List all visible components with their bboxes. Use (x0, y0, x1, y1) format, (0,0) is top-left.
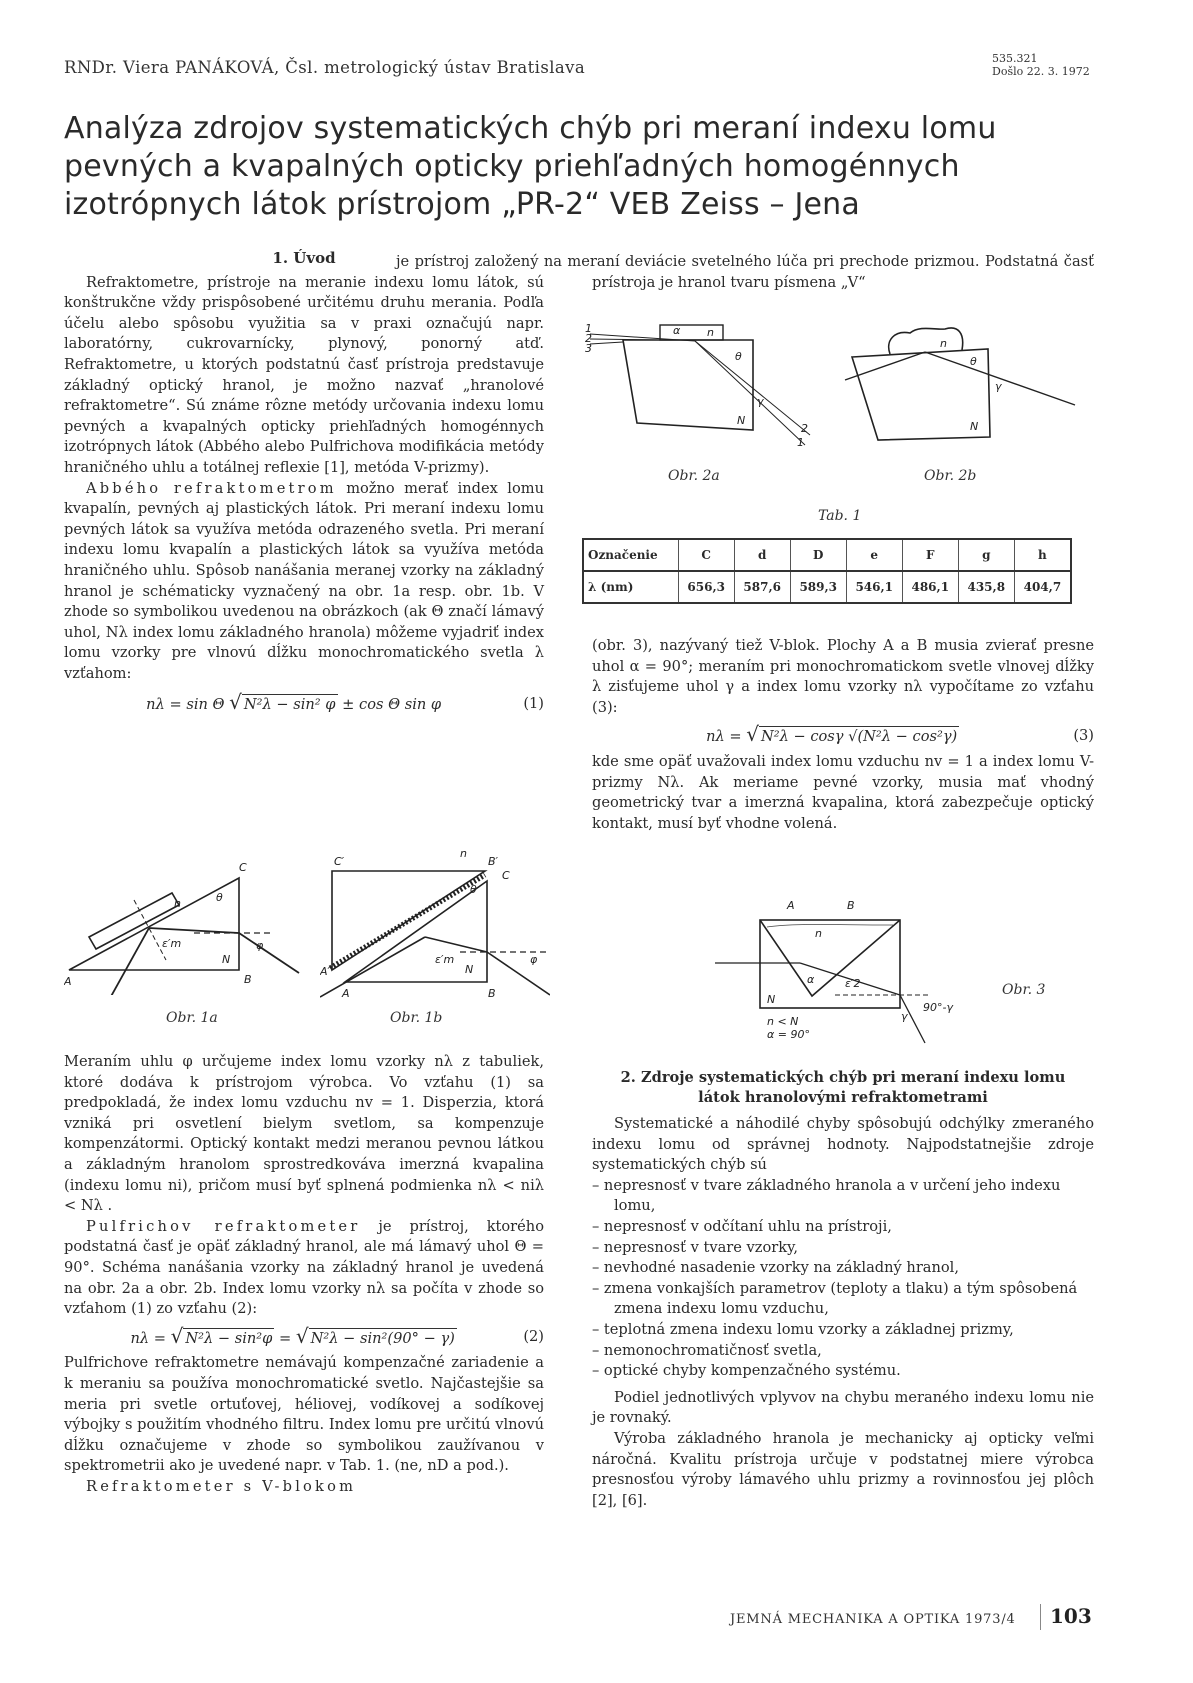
exit-ray (239, 933, 299, 973)
figure-1b-caption: Obr. 1b (390, 1010, 443, 1026)
svg-text:C: C (502, 869, 510, 882)
svg-text:90°-γ: 90°-γ (923, 1001, 953, 1014)
table-row-header: λ (nm) (583, 571, 678, 603)
svg-text:A: A (342, 987, 350, 1000)
svg-text:γ: γ (995, 380, 1002, 393)
equation-2: nλ = √ N²λ − sin²φ = √ N²λ − sin²(90° − γ) (2) (130, 1323, 544, 1348)
paragraph-phi: Meraním uhlu φ určujeme index lomu vzorky nλ z tabuliek, ktoré dodáva k prístrojom výrobca. Vo vzťahu (1) sa predpokladá, že index lomu vzduchu nv = 1. Disperzia, ktorá vzniká pri osvetlení bielym svetlom, sa kompenzuje kompenzátormi. Optický kontakt medzi meranou pevnou látkou a základným hranolom sprostredkováva imerzná kvapalina (indexu lomu ni), pričom musí byť splnená podmienka nλ < niλ < Nλ . (64, 1053, 544, 1215)
svg-text:φ: φ (530, 953, 538, 966)
sqrt-icon: √ (746, 722, 759, 747)
udc-code: 535.321 (992, 52, 1038, 65)
right-column-bottom (592, 1068, 1094, 1511)
prism-triangle (69, 878, 239, 970)
pulfrich-lead: Pulfrichov refraktometer (86, 1217, 361, 1235)
list-item: – nepresnosť v tvare základného hranola a v určení jeho indexu lomu, (592, 1176, 1061, 1215)
svg-text:A: A (787, 899, 795, 912)
table-1-caption: Tab. 1 (818, 508, 862, 524)
refracted-ray (149, 928, 239, 933)
equation-1: nλ = sin Θ √ N²λ − sin² φ ± cos Θ sin φ (1) (146, 690, 544, 715)
svg-text:γ: γ (757, 395, 764, 408)
svg-text:N: N (737, 414, 746, 427)
received-date: Došlo 22. 3. 1972 (992, 65, 1090, 78)
error-sources-list (592, 1176, 1094, 1382)
svg-text:B′: B′ (488, 855, 499, 868)
section-1-heading: 1. Úvod (272, 249, 336, 267)
journal-footer: JEMNÁ MECHANIKA A OPTIKA 1973/4 (730, 1612, 1016, 1627)
figure-1a (64, 845, 304, 995)
paragraph-pulfrich-light: Pulfrichove refraktometre nemávajú kompenzačné zariadenie a k meraniu sa používa monochromatické svetlo. Najčastejšie sa meria pri svetle ortuťovej, héliovej, vodíkovej a sodíkovej výbojky s použitím vhodného filtru. Index lomu pre určitú vlnovú dĺžku označujeme v zhode so symbolikou zaužívanou v spektrometrii ako je uvedené napr. v Tab. 1. (ne, nD a pod.). (64, 1354, 544, 1475)
equation-number: (2) (523, 1328, 544, 1346)
figure-3-caption: Obr. 3 (1002, 982, 1046, 998)
exit-ray (925, 352, 1075, 405)
sample-blob (889, 328, 963, 354)
article-meta (992, 52, 1090, 78)
figure-1a-diagram (64, 845, 304, 995)
sqrt-icon: √ (229, 690, 242, 715)
svg-text:n: n (815, 927, 822, 940)
svg-text:n: n (174, 897, 181, 910)
svg-text:C: C (239, 861, 247, 874)
exit-ray (487, 952, 550, 995)
paragraph-vblock-desc: (obr. 3), nazývaný tiež V-blok. Plochy A a B musia zvierať presne uhol α = 90°; meraním pri monochromatickom svetle vlnovej dĺžky λ zisťujeme uhol γ a index lomu vzorky nλ vypočítame zo vzťahu (3): (592, 637, 1094, 716)
svg-text:n: n (940, 337, 947, 350)
footer-divider (1040, 1604, 1041, 1630)
page-number: 103 (1050, 1604, 1092, 1628)
svg-text:A′: A′ (320, 965, 331, 978)
svg-text:N: N (767, 993, 776, 1006)
svg-text:A: A (64, 975, 72, 988)
svg-text:α = 90°: α = 90° (767, 1028, 810, 1041)
figure-2a-diagram (585, 320, 815, 455)
svg-text:ε′m: ε′m (435, 953, 455, 966)
equation-number: (1) (523, 694, 544, 712)
svg-text:γ: γ (901, 1010, 908, 1023)
table-row: λ (nm) 656,3 587,6 589,3 546,1 486,1 435,8 404,7 (583, 571, 1071, 603)
paragraph-air-index: kde sme opäť uvažovali index lomu vzduchu nv = 1 a index lomu V-prizmy Nλ. Ak meriame pevné vzorky, musia mať vhodný geometrický tvar a imerzná kvapalina, ktorá zabezpečuje optický kontakt, musí byť vhodne volená. (592, 752, 1094, 832)
sqrt-icon: √ (295, 1323, 309, 1348)
v-groove (760, 920, 900, 996)
table-1 (582, 538, 1072, 604)
paragraph-vblock-cont: je prístroj založený na meraní deviácie svetelného lúča pri prechode prizmou. Podstatná časť prístroja je hranol tvaru písmena „V“ (396, 253, 1094, 291)
paragraph-intro: Refraktometre, prístroje na meranie indexu lomu látok, sú konštrukčne vždy prispôsobené určitému druhu merania. Podľa účelu alebo spôsobu využitia sa v praxi označujú napr. laboratórny, cukrovarnícky, plynový, ponorný atď. Refraktometre, u ktorých podstatnú časť prístroja predstavuje základný optický hranol, je možno nazvať „hranolové refraktometre“. Sú známe rôzne metódy určovania indexu lomu pevných a kvapalných opticky priehľadných homogénnych izotrópnych látok (Abbého alebo Pulfrichova modifikácia metódy hraničného uhlu a totálnej reflexie [1], metóda V-prizmy). (64, 273, 544, 476)
list-item: – nepresnosť v odčítaní uhlu na prístroji, (592, 1217, 892, 1235)
article-title: Analýza zdrojov systematických chýb pri meraní indexu lomu pevných a kvapalných opticky priehľadných homogénnych izotrópnych látok prístrojom „PR-2“ VEB Zeiss – Jena (64, 111, 997, 222)
svg-text:θ: θ (216, 891, 223, 904)
right-column-top (396, 252, 1094, 293)
figure-2b-diagram (840, 325, 1080, 455)
list-item: – optické chyby kompenzačného systému. (592, 1362, 901, 1380)
list-item: – nemonochromatičnosť svetla, (592, 1341, 822, 1359)
svg-text:C′: C′ (334, 855, 345, 868)
equation-number: (3) (1073, 726, 1094, 744)
table-row: Označenie C d D e F g h (583, 539, 1071, 571)
sqrt-icon: √ (170, 1323, 184, 1348)
refracted-ray (425, 937, 487, 952)
svg-text:B: B (244, 973, 252, 986)
author-affiliation: RNDr. Viera PANÁKOVÁ, Čsl. metrologický ústav Bratislava (64, 58, 586, 77)
list-item: – zmena vonkajších parametrov (teploty a tlaku) a tým spôsobená zmena indexu lomu vzduchu, (592, 1279, 1078, 1318)
paragraph-prism-manufacturing: Výroba základného hranola je mechanicky aj opticky veľmi náročná. Kvalitu prístroja určuje v podstatnej miere výrobca presnosťou výroby lámavého uhlu prizmy a rovinnosťou jej plôch [2], [6]. (592, 1429, 1094, 1509)
prism-shape (623, 340, 753, 430)
svg-text:α: α (807, 973, 815, 986)
svg-text:θ: θ (970, 355, 977, 368)
section-2-heading: 2. Zdroje systematických chýb pri meraní indexu lomu látok hranolovými refraktometrami (620, 1069, 1066, 1106)
figure-2a-caption: Obr. 2a (668, 468, 720, 484)
list-item: – nepresnosť v tvare vzorky, (592, 1238, 799, 1256)
svg-text:n < N: n < N (767, 1015, 799, 1028)
figure-1b-diagram (320, 845, 550, 1005)
svg-text:B: B (488, 987, 496, 1000)
paragraph-influences: Podiel jednotlivých vplyvov na chybu meraného indexu lomu nie je rovnaký. (592, 1388, 1094, 1427)
svg-text:n: n (707, 326, 714, 339)
sample-surface (767, 925, 893, 928)
left-column-bottom (64, 1052, 544, 1497)
figure-2a (585, 320, 815, 455)
svg-text:α: α (673, 324, 681, 337)
figure-3 (715, 895, 1015, 1045)
equation-3: nλ = √ N²λ − cosγ √(N²λ − cos²γ) (3) (706, 722, 1094, 747)
svg-text:θ: θ (735, 350, 742, 363)
svg-text:θ: θ (470, 883, 477, 896)
svg-text:B: B (847, 899, 855, 912)
svg-text:3: 3 (585, 342, 592, 355)
right-column-middle (592, 636, 1094, 834)
paragraph-abbe: Abbého refraktometrom možno merať index lomu kvapalín, pevných aj plastických látok. Pri meraní indexu lomu pevných látok sa využíva metóda odrazeného svetla. Pri meraní indexu lomu kvapalín a plastických látok sa využíva metóda hraničného uhlu. Spôsob nanášania meranej vzorky na základný hranol je schématicky vyznačený na obr. 1a resp. obr. 1b. V zhode so symbolikou uvedenou na obrázkoch (ak Θ značí lámavý uhol, Nλ index lomu základného hranola) môžeme vyjadriť index lomu vzorky pre vlnovú dĺžku monochromatického svetla λ vzťahom: (64, 479, 544, 682)
ray-2 (590, 339, 660, 340)
figure-2b-caption: Obr. 2b (924, 468, 977, 484)
svg-text:n: n (460, 847, 467, 860)
figure-1b (320, 845, 550, 1005)
figure-2b (840, 325, 1080, 455)
figure-1a-caption: Obr. 1a (166, 1010, 218, 1026)
table-row-header: Označenie (583, 539, 678, 571)
svg-text:φ: φ (256, 939, 264, 952)
normal-line-surface (134, 900, 166, 960)
paragraph-pulfrich: Pulfrichov refraktometer je prístroj, ktorého podstatná časť je opäť základný hranol, ale má lámavý uhol Θ = 90°. Schéma nanášania vzorky na základný hranol je uvedená na obr. 2a a obr. 2b. Index lomu vzorky nλ sa počíta v zhode so vzťahom (1) zo vzťahu (2): (64, 1217, 544, 1318)
svg-text:1: 1 (585, 322, 592, 335)
svg-text:ε′2: ε′2 (845, 977, 861, 990)
abbe-lead: Abbého refraktometrom (86, 479, 337, 497)
vblock-lead: Refraktometer s V-blokom (86, 1477, 357, 1495)
svg-text:N: N (970, 420, 979, 433)
svg-text:2: 2 (801, 422, 808, 435)
svg-text:ε′m: ε′m (162, 937, 182, 950)
figure-3-diagram (715, 895, 1015, 1045)
left-column-top (64, 248, 544, 726)
svg-text:N: N (222, 953, 231, 966)
ray-3 (590, 342, 623, 344)
svg-text:1: 1 (797, 436, 804, 449)
paragraph-errors-intro: Systematické a náhodilé chyby spôsobujú odchýlky zmeraného indexu lomu od správnej hodnoty. Najpodstatnejšie zdroje systematických chýb sú (592, 1115, 1094, 1174)
svg-text:N: N (465, 963, 474, 976)
svg-text:2: 2 (585, 332, 592, 345)
paragraph-vblock (64, 1477, 544, 1498)
list-item: – teplotná zmena indexu lomu vzorky a základnej prizmy, (592, 1320, 1014, 1338)
list-item: – nevhodné nasadenie vzorky na základný hranol, (592, 1259, 959, 1277)
